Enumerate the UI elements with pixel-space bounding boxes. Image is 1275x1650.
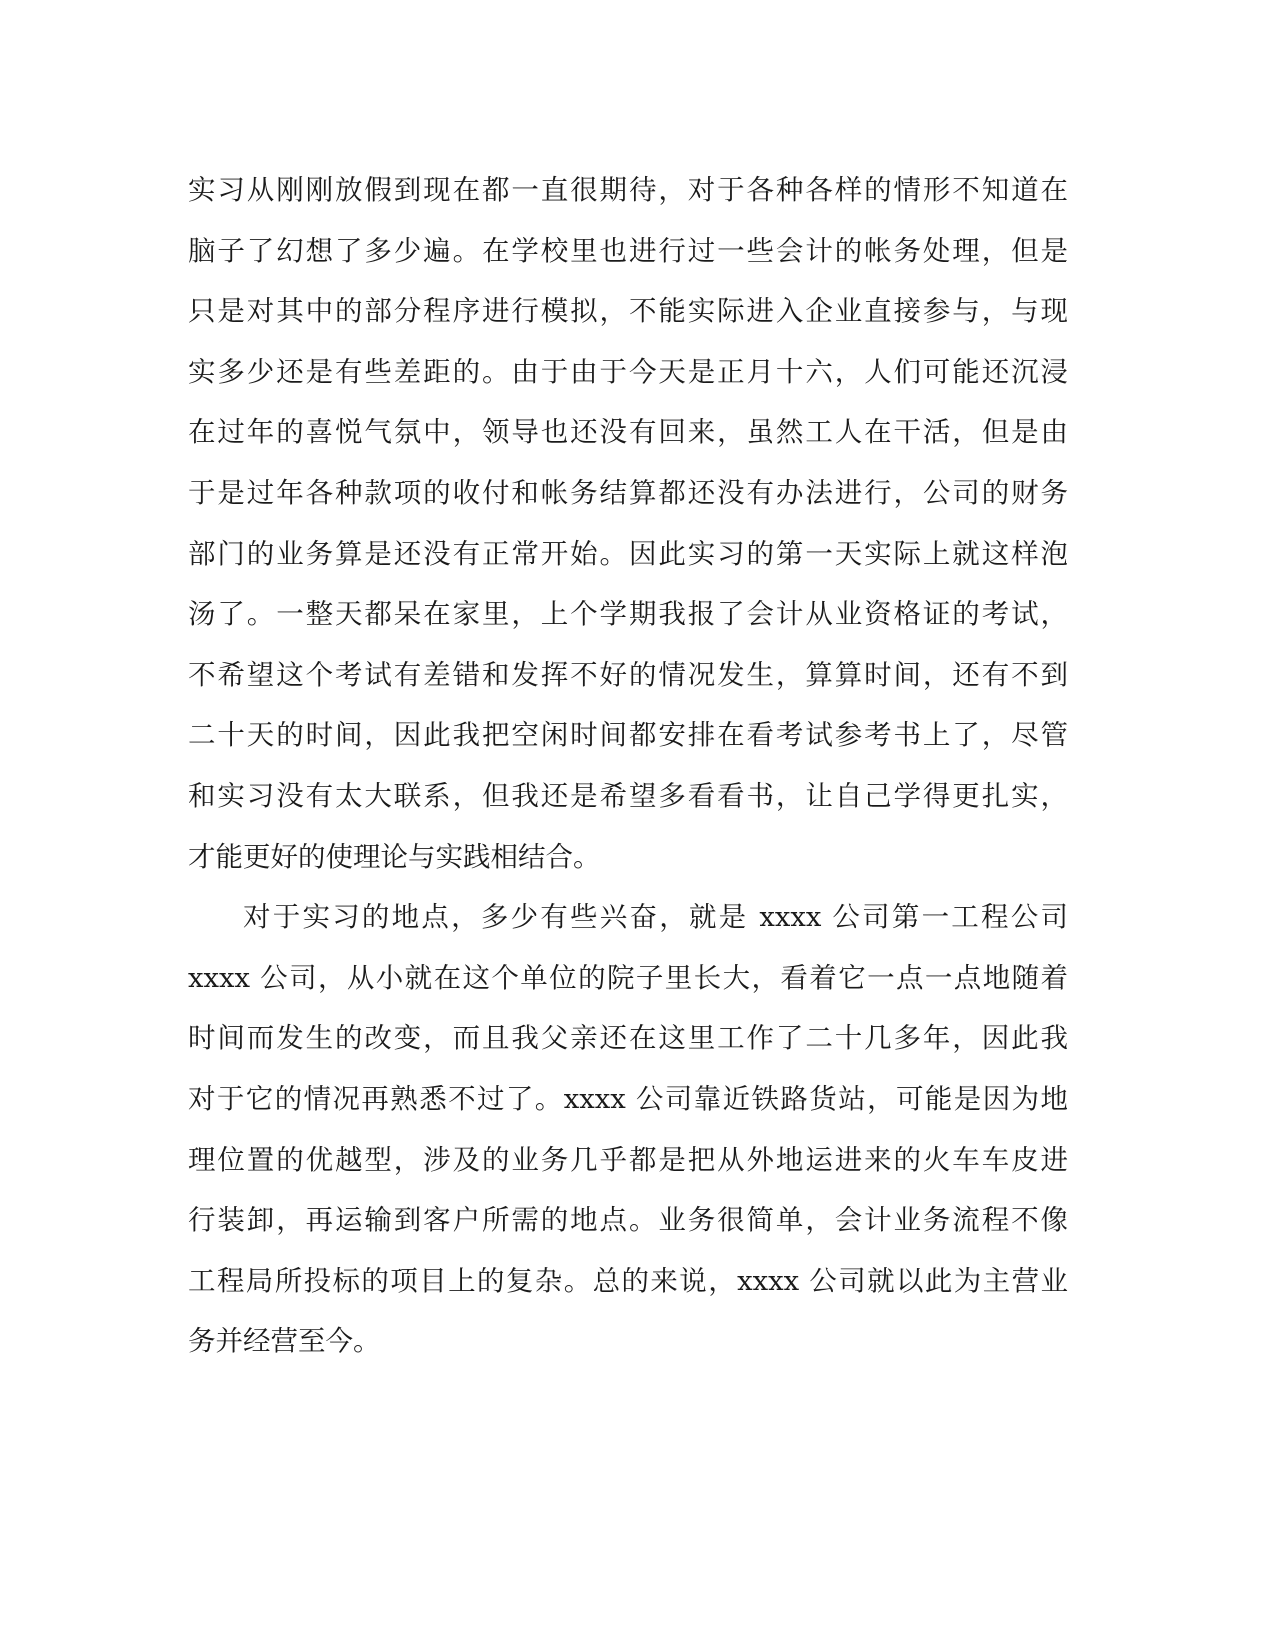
paragraph-line: 实多少还是有些差距的。由于由于今天是正月十六，人们可能还沉浸 xyxy=(188,355,1068,388)
paragraph-line: 不希望这个考试有差错和发挥不好的情况发生，算算时间，还有不到 xyxy=(188,658,1068,691)
paragraph-2 xyxy=(188,887,1068,1372)
paragraph-line: 部门的业务算是还没有正常开始。因此实习的第一天实际上就这样泡 xyxy=(188,537,1068,570)
paragraph-line: 才能更好的使理论与实践相结合。 xyxy=(188,840,601,873)
paragraph-line: 对于实习的地点，多少有些兴奋，就是 xxxx 公司第一工程公司 xyxy=(243,901,1068,934)
paragraph-line: xxxx 公司，从小就在这个单位的院子里长大，看着它一点一点地随着 xyxy=(188,961,1068,994)
paragraph-line: 行装卸，再运输到客户所需的地点。业务很简单，会计业务流程不像 xyxy=(188,1204,1068,1237)
paragraph-line: 实习从刚刚放假到现在都一直很期待，对于各种各样的情形不知道在 xyxy=(188,174,1068,206)
paragraph-line: 脑子了幻想了多少遍。在学校里也进行过一些会计的帐务处理，但是 xyxy=(188,234,1068,267)
document-body xyxy=(188,160,1068,1372)
paragraph-line: 对于它的情况再熟悉不过了。xxxx 公司靠近铁路货站，可能是因为地 xyxy=(188,1082,1068,1115)
paragraph-line: 理位置的优越型，涉及的业务几乎都是把从外地运进来的火车车皮进 xyxy=(188,1143,1068,1176)
paragraph-line: 汤了。一整天都呆在家里，上个学期我报了会计从业资格证的考试， xyxy=(188,598,1068,631)
paragraph-line: 工程局所投标的项目上的复杂。总的来说，xxxx 公司就以此为主营业 xyxy=(188,1264,1068,1297)
paragraph-line: 务并经营至今。 xyxy=(188,1325,381,1358)
paragraph-line: 二十天的时间，因此我把空闲时间都安排在看考试参考书上了，尽管 xyxy=(188,719,1068,752)
paragraph-1 xyxy=(188,160,1068,887)
paragraph-line: 和实习没有太大联系，但我还是希望多看看书，让自己学得更扎实， xyxy=(188,779,1068,812)
paragraph-line: 时间而发生的改变，而且我父亲还在这里工作了二十几多年，因此我 xyxy=(188,1022,1068,1055)
paragraph-line: 于是过年各种款项的收付和帐务结算都还没有办法进行，公司的财务 xyxy=(188,476,1068,509)
paragraph-line: 在过年的喜悦气氛中，领导也还没有回来，虽然工人在干活，但是由 xyxy=(188,416,1068,449)
paragraph-line: 只是对其中的部分程序进行模拟，不能实际进入企业直接参与，与现 xyxy=(188,295,1068,328)
